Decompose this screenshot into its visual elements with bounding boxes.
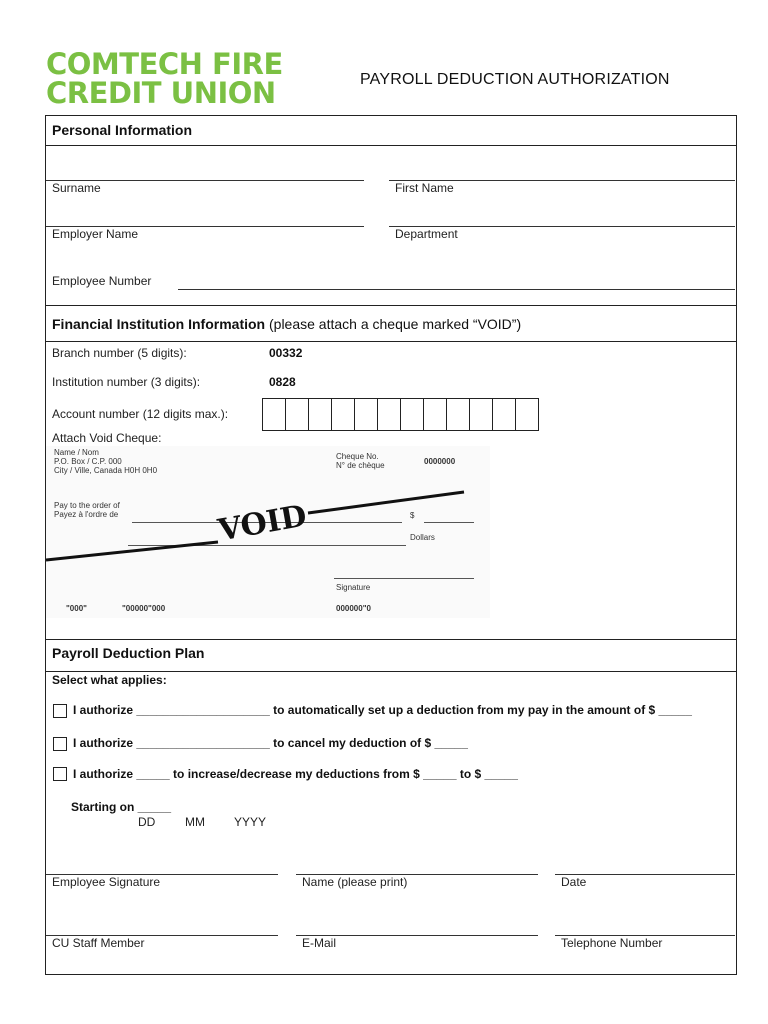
plan-section-divider	[46, 639, 736, 640]
pay-to-order-en: Pay to the order of	[54, 501, 120, 510]
financial-header-divider	[46, 341, 736, 342]
institution-number-value: 0828	[269, 375, 296, 389]
option-3-checkbox[interactable]	[53, 767, 67, 781]
option-1-text: I authorize ____________________ to automatically set up a deduction from my pay in the amount of $ _____	[73, 703, 692, 717]
employer-name-label: Employer Name	[52, 227, 139, 241]
cheque-name: Name / Nom	[54, 448, 99, 457]
financial-section-title	[52, 316, 521, 332]
cu-staff-label: CU Staff Member	[52, 936, 145, 950]
cheque-number-label-fr: N° de chèque	[336, 461, 385, 470]
cheque-dollar-sign: $	[410, 511, 415, 520]
account-digit-box[interactable]	[493, 399, 516, 430]
cheque-pobox: P.O. Box / C.P. 000	[54, 457, 122, 466]
account-digit-box[interactable]	[516, 399, 538, 430]
plan-header-divider	[46, 671, 736, 672]
cheque-signature-label: Signature	[336, 583, 371, 592]
financial-section-divider	[46, 305, 736, 306]
account-digit-box[interactable]	[309, 399, 332, 430]
micr-middle: "00000"000	[122, 604, 166, 613]
account-digit-box[interactable]	[332, 399, 355, 430]
account-digit-box[interactable]	[378, 399, 401, 430]
institution-number-label: Institution number (3 digits):	[52, 375, 201, 389]
account-digit-box[interactable]	[263, 399, 286, 430]
branch-number-label: Branch number (5 digits):	[52, 346, 187, 360]
branch-number-value: 00332	[269, 346, 303, 360]
name-print-label: Name (please print)	[302, 875, 408, 889]
account-number-label: Account number (12 digits max.):	[52, 407, 229, 421]
document-title: PAYROLL DEDUCTION AUTHORIZATION	[360, 71, 670, 88]
date-label: Date	[561, 875, 587, 889]
personal-section-title: Personal Information	[52, 122, 193, 138]
financial-title-text: Financial Institution Information	[52, 316, 266, 332]
account-digit-box[interactable]	[286, 399, 309, 430]
telephone-label: Telephone Number	[561, 936, 663, 950]
void-stamp: VOID	[215, 498, 310, 549]
account-digit-box[interactable]	[401, 399, 424, 430]
logo-line-2: CREDIT UNION	[46, 76, 276, 110]
void-cheque-image	[46, 446, 490, 618]
option-1-checkbox[interactable]	[53, 704, 67, 718]
first-name-label: First Name	[395, 181, 454, 195]
credit-union-logo	[46, 47, 283, 110]
date-yyyy-label: YYYY	[234, 815, 267, 829]
surname-label: Surname	[52, 181, 101, 195]
signature-line	[334, 578, 474, 579]
cheque-city: City / Ville, Canada H0H 0H0	[54, 466, 158, 475]
cheque-number-value: 0000000	[424, 457, 456, 466]
date-mm-label: MM	[185, 815, 205, 829]
account-digit-box[interactable]	[447, 399, 470, 430]
pay-to-order-fr: Payez à l'ordre de	[54, 510, 119, 519]
micr-left: "000"	[66, 604, 87, 613]
employee-number-label: Employee Number	[52, 274, 152, 288]
account-digit-box[interactable]	[355, 399, 378, 430]
attach-void-cheque-label: Attach Void Cheque:	[52, 431, 162, 445]
option-2-text: I authorize ____________________ to cancel my deduction of $ _____	[73, 736, 468, 750]
cheque-number-label-en: Cheque No.	[336, 452, 379, 461]
personal-header-divider	[46, 145, 736, 146]
employee-signature-label: Employee Signature	[52, 875, 161, 889]
account-number-input[interactable]	[262, 398, 539, 431]
email-label: E-Mail	[302, 936, 337, 950]
starting-on-label: Starting on _____	[71, 800, 172, 814]
cheque-dollars-label: Dollars	[410, 533, 435, 542]
micr-right: 000000"0	[336, 604, 371, 613]
plan-section-title: Payroll Deduction Plan	[52, 645, 205, 661]
option-3-text: I authorize _____ to increase/decrease my deductions from $ _____ to $ _____	[73, 767, 518, 781]
account-digit-box[interactable]	[424, 399, 447, 430]
department-label: Department	[395, 227, 458, 241]
select-applies-label: Select what applies:	[52, 673, 167, 687]
option-2-checkbox[interactable]	[53, 737, 67, 751]
date-dd-label: DD	[138, 815, 156, 829]
account-digit-box[interactable]	[470, 399, 493, 430]
financial-void-note: (please attach a cheque marked “VOID”)	[269, 316, 522, 332]
employee-number-input[interactable]	[178, 289, 735, 290]
logo-line-1: COMTECH FIRE	[46, 47, 283, 81]
